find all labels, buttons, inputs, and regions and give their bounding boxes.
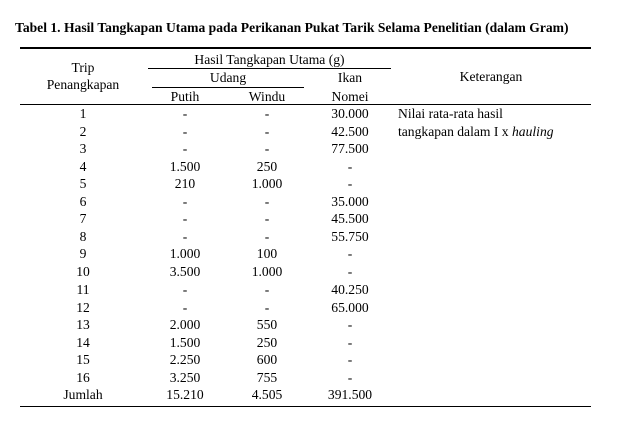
cell-windu: 250 [256,158,278,174]
cell-nomei: - [347,176,353,191]
cell-trip: 2 [79,123,87,139]
cell-windu: - [264,228,270,244]
cell-windu: - [264,193,270,209]
cell-windu: - [264,282,270,297]
table-top-rule [20,47,591,49]
cell-nomei: - [347,263,353,279]
total-label: Jumlah [63,387,103,402]
cell-nomei: 45.500 [331,211,369,226]
cell-trip: 13 [76,317,90,332]
cell-windu: - [264,211,270,226]
cell-trip: 12 [76,299,90,315]
cell-windu: 1.000 [251,263,283,279]
cell-windu: - [264,141,270,156]
cell-trip: 5 [79,176,87,191]
cell-putih: - [182,211,188,226]
cell-nomei: 35.000 [331,193,369,209]
cell-nomei: 42.500 [331,123,369,139]
cell-putih: 210 [174,176,196,191]
note-line1: Nilai rata-rata hasil [398,106,503,121]
cell-windu: 250 [256,334,278,350]
cell-trip: 15 [76,352,90,367]
header-trip-line1: Trip [71,60,95,75]
cell-windu: - [264,123,270,139]
cell-trip: 6 [79,193,87,209]
cell-nomei: - [347,158,353,174]
cell-nomei: - [347,334,353,350]
cell-nomei: - [347,369,353,385]
cell-putih: 1.500 [169,158,201,174]
cell-nomei: - [347,317,353,332]
cell-putih: - [182,193,188,209]
cell-putih: - [182,106,188,121]
note-line2-prefix: tangkapan dalam I x [398,123,512,139]
cell-putih: 2.000 [169,317,201,332]
cell-nomei: 30.000 [331,106,369,121]
header-putih: Putih [170,89,200,104]
cell-nomei: 40.250 [331,282,369,297]
cell-trip: 10 [76,263,90,279]
header-ikan: Ikan [337,70,363,85]
cell-windu: 755 [256,369,278,385]
cell-putih: 2.250 [169,352,201,367]
cell-putih: 3.500 [169,263,201,279]
cell-windu: 1.000 [251,176,283,191]
cell-trip: 8 [79,228,87,244]
total-nomei: 391.500 [327,387,373,402]
header-windu: Windu [248,89,286,104]
cell-nomei: 77.500 [331,141,369,156]
cell-windu: 100 [256,246,278,261]
cell-nomei: - [347,352,353,367]
cell-windu: - [264,299,270,315]
cell-putih: - [182,282,188,297]
header-nomei: Nomei [331,89,369,104]
table-bottom-rule [20,406,591,407]
table-caption: Tabel 1. Hasil Tangkapan Utama pada Perikanan Pukat Tarik Selama Penelitian (dalam Gram) [15,20,569,35]
cell-trip: 14 [76,334,90,350]
cell-windu: - [264,106,270,121]
cell-putih: 3.250 [169,369,201,385]
cell-putih: 1.500 [169,334,201,350]
cell-nomei: - [347,246,353,261]
cell-nomei: 65.000 [331,299,369,315]
header-udang: Udang [209,70,247,85]
cell-nomei: 55.750 [331,228,369,244]
cell-trip: 7 [79,211,87,226]
cell-putih: - [182,228,188,244]
cell-putih: - [182,123,188,139]
cell-windu: 600 [256,352,278,367]
header-keterangan: Keterangan [459,69,523,84]
total-windu: 4.505 [251,387,283,402]
total-putih: 15.210 [166,387,204,402]
note-line2-italic: hauling [512,123,554,139]
cell-trip: 3 [79,141,87,156]
cell-windu: 550 [256,317,278,332]
cell-trip: 11 [76,282,90,297]
cell-putih: 1.000 [169,246,201,261]
note-line2 [398,123,554,141]
header-group: Hasil Tangkapan Utama (g) [194,52,345,67]
header-trip-line2: Penangkapan [46,77,120,92]
cell-trip: 16 [76,369,90,385]
cell-putih: - [182,299,188,315]
cell-putih: - [182,141,188,156]
cell-trip: 9 [79,246,87,261]
cell-trip: 4 [79,158,87,174]
cell-trip: 1 [79,106,87,121]
